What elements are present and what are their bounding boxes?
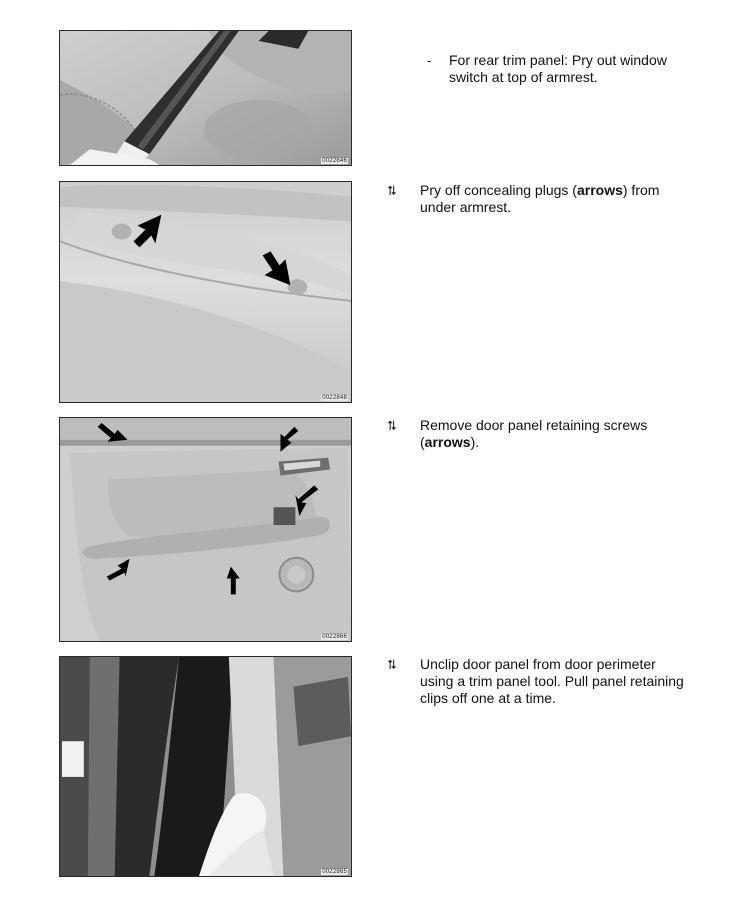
figure-concealing-plugs xyxy=(59,181,352,403)
figure-id-label: 0022865 xyxy=(322,869,347,875)
figure-pry-window-switch xyxy=(59,30,352,166)
figure-id-label: 0022848 xyxy=(322,395,347,401)
arrow-left-icon: ⮁ xyxy=(386,418,397,433)
photo-window-switch xyxy=(60,31,351,165)
arrow-left-icon: ⮁ xyxy=(386,657,397,672)
step-2-bold: arrows xyxy=(576,182,623,198)
figure-unclip-panel xyxy=(59,656,352,877)
photo-door-panel xyxy=(60,418,351,641)
step-3-bold: arrows xyxy=(424,434,471,450)
step-2-text-before: Pry off concealing plugs ( xyxy=(420,182,577,198)
arrow-left-icon: ⮁ xyxy=(386,183,397,198)
figure-retaining-screws xyxy=(59,417,352,642)
figure-id-label: 0022846 xyxy=(322,158,347,164)
step-2-text xyxy=(420,182,690,216)
photo-armrest-plugs xyxy=(60,182,351,402)
dash-marker: - xyxy=(427,53,432,68)
step-4-text: Unclip door panel from door perimeter using a trim panel tool. Pull panel retaining clips off one at a time. xyxy=(420,656,684,706)
figure-id-label: 0022866 xyxy=(322,634,347,640)
step-2-text-after: ) from under armrest. xyxy=(420,182,660,215)
step-3-text-before: Remove door panel retaining screws ( xyxy=(420,417,648,450)
step-1-text: For rear trim panel: Pry out window switch at top of armrest. xyxy=(449,52,667,85)
step-3-text-after: ). xyxy=(470,434,480,450)
photo-unclip-panel xyxy=(60,657,351,876)
step-3-text xyxy=(420,417,690,451)
